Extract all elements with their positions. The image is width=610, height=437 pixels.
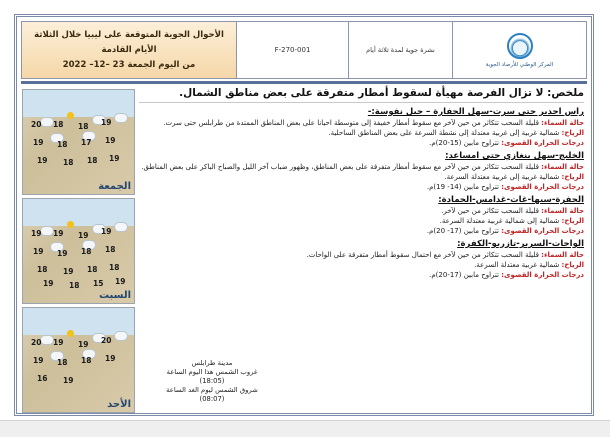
temp-label: درجات الحرارة القصوى: xyxy=(501,227,584,235)
temperature-label: 18 xyxy=(78,122,89,131)
organization-name: المركز الوطني للأرصاد الجوية xyxy=(485,61,554,68)
meteorology-logo-icon xyxy=(507,33,533,59)
wind-label: الرياح: xyxy=(561,129,584,137)
temperature-label: 19 xyxy=(33,356,44,365)
temp-label: درجات الحرارة القصوى: xyxy=(501,183,584,191)
temperature-label: 19 xyxy=(53,229,64,238)
bulletin-header xyxy=(21,21,587,79)
sea-area xyxy=(23,308,134,335)
document-code: F-270-001 xyxy=(237,22,349,78)
sky-line xyxy=(139,206,584,216)
wind-label: الرياح: xyxy=(561,173,584,181)
temperature-label: 18 xyxy=(57,358,68,367)
temperature-label: 19 xyxy=(101,227,112,236)
temperature-label: 19 xyxy=(78,340,89,349)
sky-value: قليلة السحب تتكاثر من حين لآخر. xyxy=(441,207,539,215)
forecast-text xyxy=(139,87,584,417)
map-day-label: الجمعة xyxy=(98,181,131,192)
sun-icon xyxy=(67,221,74,228)
sun-city: مدينة طرابلس xyxy=(191,359,233,367)
wind-line xyxy=(139,216,584,226)
cloud-icon xyxy=(41,227,53,235)
forecast-summary: ملخص: لا تزال الفرصة مهيأة لسقوط أمطار متفرقة على بعض مناطق الشمال. xyxy=(139,87,584,103)
temperature-label: 18 xyxy=(81,356,92,365)
forecast-map-day-2 xyxy=(22,198,135,304)
cloud-icon xyxy=(41,118,53,126)
temperature-label: 19 xyxy=(57,249,68,258)
cloud-icon xyxy=(115,223,127,231)
temperature-label: 19 xyxy=(115,277,126,286)
temp-value: تتراوح مابين (15-20)م. xyxy=(429,139,499,147)
sky-value: قليلة السحب تتكاثر من حين لآخر مع سقوط أمطار خفيفة إلى متوسطة احيانا على بعض المناطق الممتدة من طرابلس حتى سرت. xyxy=(163,119,539,127)
forecast-maps xyxy=(22,89,135,414)
temperature-label: 20 xyxy=(101,336,112,345)
sky-line xyxy=(139,162,584,172)
temp-line xyxy=(139,226,584,236)
temperature-label: 19 xyxy=(37,156,48,165)
temp-value: تتراوح مابين (17-20)م. xyxy=(429,271,499,279)
region-title: راس اجدير حتى سرت-سهل الجفارة – جبل نفوسة:- xyxy=(367,107,584,117)
wind-value: شمالية غربية إلى غربية معتدلة إلى نشطة السرعة على بعض المناطق الساحلية. xyxy=(328,129,560,137)
wind-label: الرياح: xyxy=(561,261,584,269)
temperature-label: 19 xyxy=(33,247,44,256)
sky-label: حالة السماء: xyxy=(541,119,584,127)
temperature-label: 18 xyxy=(105,245,116,254)
region-section xyxy=(139,151,584,192)
temp-value: تتراوح مابين (17- 20)م. xyxy=(426,227,499,235)
region-title: الواحات-السرير-تازربو-الكفرة: xyxy=(457,239,584,249)
sun-icon xyxy=(67,330,74,337)
temperature-label: 20 xyxy=(31,338,42,347)
temperature-label: 19 xyxy=(105,354,116,363)
temp-label: درجات الحرارة القصوى: xyxy=(501,271,584,279)
document-description: نشرة جوية لمدة ثلاثة أيام xyxy=(349,22,453,78)
temperature-label: 19 xyxy=(53,338,64,347)
temperature-label: 19 xyxy=(43,279,54,288)
temperature-label: 18 xyxy=(87,265,98,274)
temp-line xyxy=(139,138,584,148)
temperature-label: 19 xyxy=(109,154,120,163)
header-divider xyxy=(21,81,587,84)
cloud-icon xyxy=(115,114,127,122)
region-section xyxy=(139,107,584,148)
temperature-label: 20 xyxy=(31,120,42,129)
sky-label: حالة السماء: xyxy=(541,207,584,215)
sky-label: حالة السماء: xyxy=(541,163,584,171)
temperature-label: 18 xyxy=(63,158,74,167)
temp-line xyxy=(139,182,584,192)
temperature-label: 19 xyxy=(33,138,44,147)
wind-line xyxy=(139,260,584,270)
temperature-label: 18 xyxy=(81,247,92,256)
temperature-label: 16 xyxy=(37,374,48,383)
sunrise-time: شروق الشمس ليوم الغد الساعة (08:07) xyxy=(166,386,258,403)
wind-label: الرياح: xyxy=(561,217,584,225)
wind-line xyxy=(139,128,584,138)
sky-line xyxy=(139,250,584,260)
temp-line xyxy=(139,270,584,280)
wind-value: شمالية إلى شمالية غربية معتدلة السرعة. xyxy=(439,217,560,225)
temperature-label: 17 xyxy=(81,138,92,147)
bulletin-title xyxy=(22,22,237,78)
temperature-label: 19 xyxy=(63,376,74,385)
region-title: الخليج-سهل بنغازي حتى امساعد: xyxy=(445,151,584,161)
temperature-label: 18 xyxy=(87,156,98,165)
organization-block xyxy=(453,22,586,78)
temperature-label: 15 xyxy=(93,279,104,288)
sea-area xyxy=(23,199,134,226)
temperature-label: 19 xyxy=(31,229,42,238)
sky-value: قليلة السحب تتكاثر من حين لآخر مع سقوط أمطار متفرقة على بعض المناطق، وظهور ضباب آخر الليل والصباح الباكر على بعض المناطق. xyxy=(141,163,539,171)
map-day-label: السبت xyxy=(98,290,131,301)
sunset-time: غروب الشمس هذا اليوم الساعة (18:05) xyxy=(166,368,258,385)
forecast-map-day-3 xyxy=(22,307,135,413)
viewer-bottom-bar xyxy=(0,420,610,437)
sky-value: قليلة السحب تتكاثر من حين لآخر مع احتمال سقوط أمطار متفرقة على الواحات. xyxy=(306,251,539,259)
sun-icon xyxy=(67,112,74,119)
sea-area xyxy=(23,90,134,117)
region-section xyxy=(139,195,584,236)
temperature-label: 18 xyxy=(69,281,80,290)
map-day-label: الأحد xyxy=(107,399,131,410)
sky-label: حالة السماء: xyxy=(541,251,584,259)
temperature-label: 18 xyxy=(109,263,120,272)
cloud-icon xyxy=(115,332,127,340)
sky-line xyxy=(139,118,584,128)
wind-line xyxy=(139,172,584,182)
forecast-map-day-1 xyxy=(22,89,135,195)
region-section xyxy=(139,239,584,280)
temp-value: تتراوح مابين (14- 19)م. xyxy=(426,183,499,191)
temperature-label: 19 xyxy=(105,136,116,145)
title-line-2: من اليوم الجمعة 23 –12– 2022 xyxy=(62,59,196,70)
temperature-label: 19 xyxy=(63,267,74,276)
temperature-label: 19 xyxy=(101,118,112,127)
temp-label: درجات الحرارة القصوى: xyxy=(501,139,584,147)
cloud-icon xyxy=(41,336,53,344)
temperature-label: 18 xyxy=(53,120,64,129)
temperature-label: 18 xyxy=(37,265,48,274)
bulletin-frame xyxy=(14,14,594,416)
temperature-label: 18 xyxy=(57,140,68,149)
region-title: الجفرة-سبها-غات-غدامس-الحمادة: xyxy=(438,195,584,205)
title-line-1: الأحوال الجوية المتوقعة على ليبيا خلال الثلاثة الأيام القادمة xyxy=(34,29,224,55)
temperature-label: 19 xyxy=(78,231,89,240)
wind-value: شمالية غربية إلى غربية معتدلة السرعة. xyxy=(444,173,560,181)
wind-value: شمالية غربية معتدلة السرعة. xyxy=(474,261,560,269)
